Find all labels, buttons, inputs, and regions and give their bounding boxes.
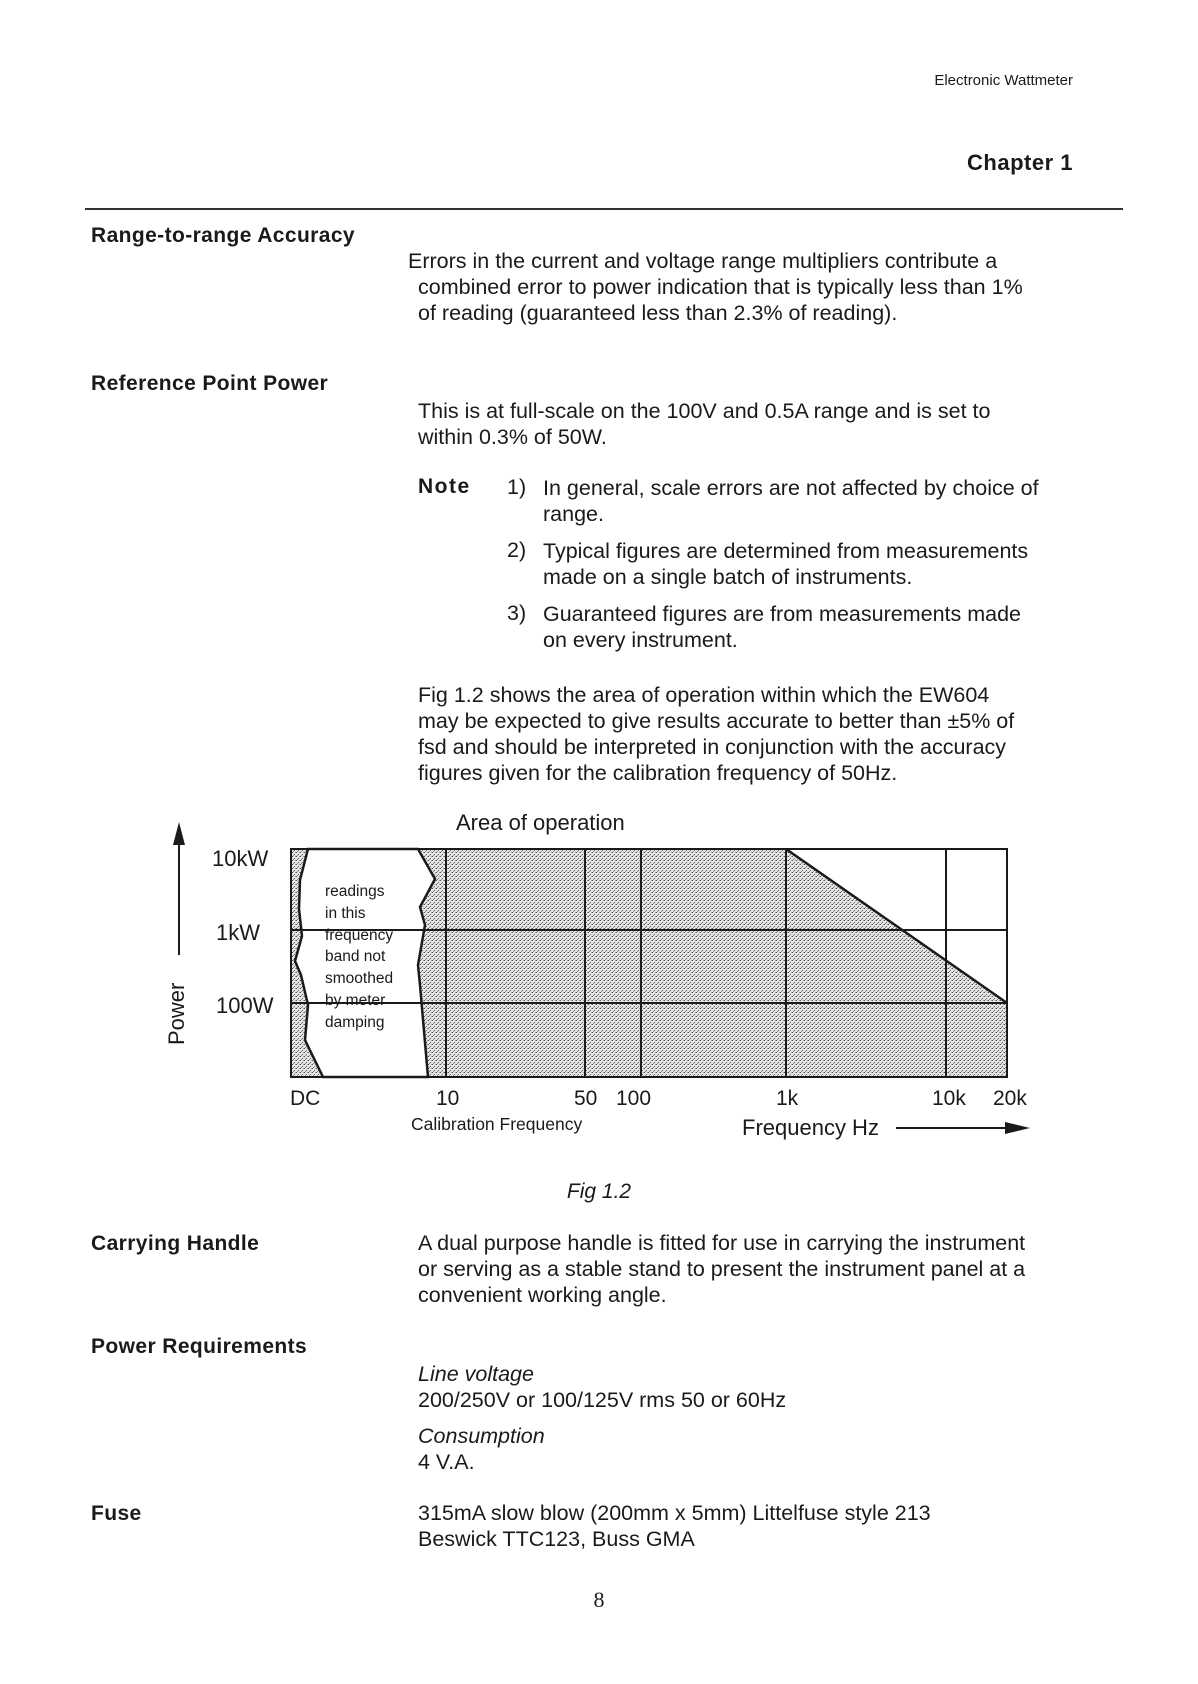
note-num-1: 1) [507, 475, 527, 499]
consumption-label: Consumption [418, 1424, 545, 1448]
y-axis [164, 822, 274, 1045]
page-number: 8 [593, 1587, 605, 1612]
text-line: This is at full-scale on the 100V and 0.5A range and is set to [418, 399, 991, 423]
text-line: Fig 1.2 shows the area of operation within which the EW604 [418, 683, 990, 707]
heading-power-requirements: Power Requirements [91, 1335, 308, 1358]
text-line: figures given for the calibration frequency of 50Hz. [418, 761, 898, 785]
text-line: In general, scale errors are not affected by choice of [543, 476, 1039, 500]
y-tick: 1kW [216, 920, 260, 945]
text-line: may be expected to give results accurate to better than ±5% of [418, 709, 1015, 733]
note-num-3: 3) [507, 601, 527, 625]
text-line: 315mA slow blow (200mm x 5mm) Littelfuse style 213 [418, 1501, 931, 1525]
calibration-frequency-label: Calibration Frequency [411, 1114, 583, 1134]
x-axis-label: Frequency Hz [742, 1115, 879, 1140]
note-num-2: 2) [507, 538, 527, 562]
text-line: combined error to power indication that is typically less than 1% [418, 275, 1023, 299]
svg-text:by meter: by meter [325, 992, 386, 1009]
figure-caption: Fig 1.2 [566, 1180, 632, 1203]
text-line: on every instrument. [543, 628, 738, 652]
y-tick: 100W [216, 993, 274, 1018]
text-line: A dual purpose handle is fitted for use in carrying the instrument [418, 1231, 1026, 1255]
svg-text:in this: in this [325, 905, 366, 922]
x-tick: 10k [932, 1087, 966, 1110]
shaded-operation-area [291, 849, 1007, 1077]
note-label: Note [418, 475, 471, 498]
text-line: of reading (guaranteed less than 2.3% of reading). [418, 301, 898, 325]
x-tick: 10 [436, 1087, 460, 1110]
text-line: within 0.3% of 50W. [418, 425, 607, 449]
text-line: fsd and should be interpreted in conjunction with the accuracy [418, 735, 1007, 759]
text-line: Errors in the current and voltage range multipliers contribute a [408, 249, 998, 273]
arrow-up-icon [173, 822, 185, 845]
y-axis-label: Power [164, 982, 189, 1045]
svg-text:readings: readings [325, 883, 385, 900]
running-header: Electronic Wattmeter [934, 72, 1073, 89]
svg-text:frequency: frequency [325, 927, 394, 944]
power-requirements-text [418, 1361, 1118, 1475]
heading-carrying-handle: Carrying Handle [91, 1232, 260, 1255]
chart-title: Area of operation [456, 810, 625, 835]
text-line: Beswick TTC123, Buss GMA [418, 1527, 695, 1551]
x-tick: DC [290, 1087, 321, 1110]
text-line: made on a single batch of instruments. [543, 565, 913, 589]
heading-reference-power: Reference Point Power [91, 372, 329, 395]
y-tick: 10kW [212, 846, 269, 871]
text-line: Guaranteed figures are from measurements made [543, 602, 1022, 626]
consumption-value: 4 V.A. [418, 1450, 475, 1474]
x-tick: 20k [993, 1087, 1027, 1110]
carrying-handle-text [418, 1230, 1118, 1308]
chapter-title: Chapter 1 [967, 150, 1073, 175]
x-tick: 50 [574, 1087, 598, 1110]
svg-text:smoothed: smoothed [325, 970, 394, 987]
x-tick: 1k [776, 1087, 799, 1110]
svg-text:damping: damping [325, 1014, 385, 1031]
text-line: or serving as a stable stand to present the instrument panel at a [418, 1257, 1026, 1281]
x-axis [290, 1087, 1030, 1140]
text-line: convenient working angle. [418, 1283, 667, 1307]
fuse-text [418, 1500, 1118, 1552]
heading-range-accuracy: Range-to-range Accuracy [91, 224, 355, 247]
heading-fuse: Fuse [91, 1502, 142, 1525]
x-tick: 100 [616, 1087, 652, 1110]
text-line: range. [543, 502, 604, 526]
line-voltage-value: 200/250V or 100/125V rms 50 or 60Hz [418, 1388, 787, 1412]
line-voltage-label: Line voltage [418, 1362, 534, 1386]
text-line: Typical figures are determined from measurements [543, 539, 1029, 563]
svg-text:band not: band not [325, 948, 386, 965]
arrow-right-icon [1005, 1122, 1030, 1134]
